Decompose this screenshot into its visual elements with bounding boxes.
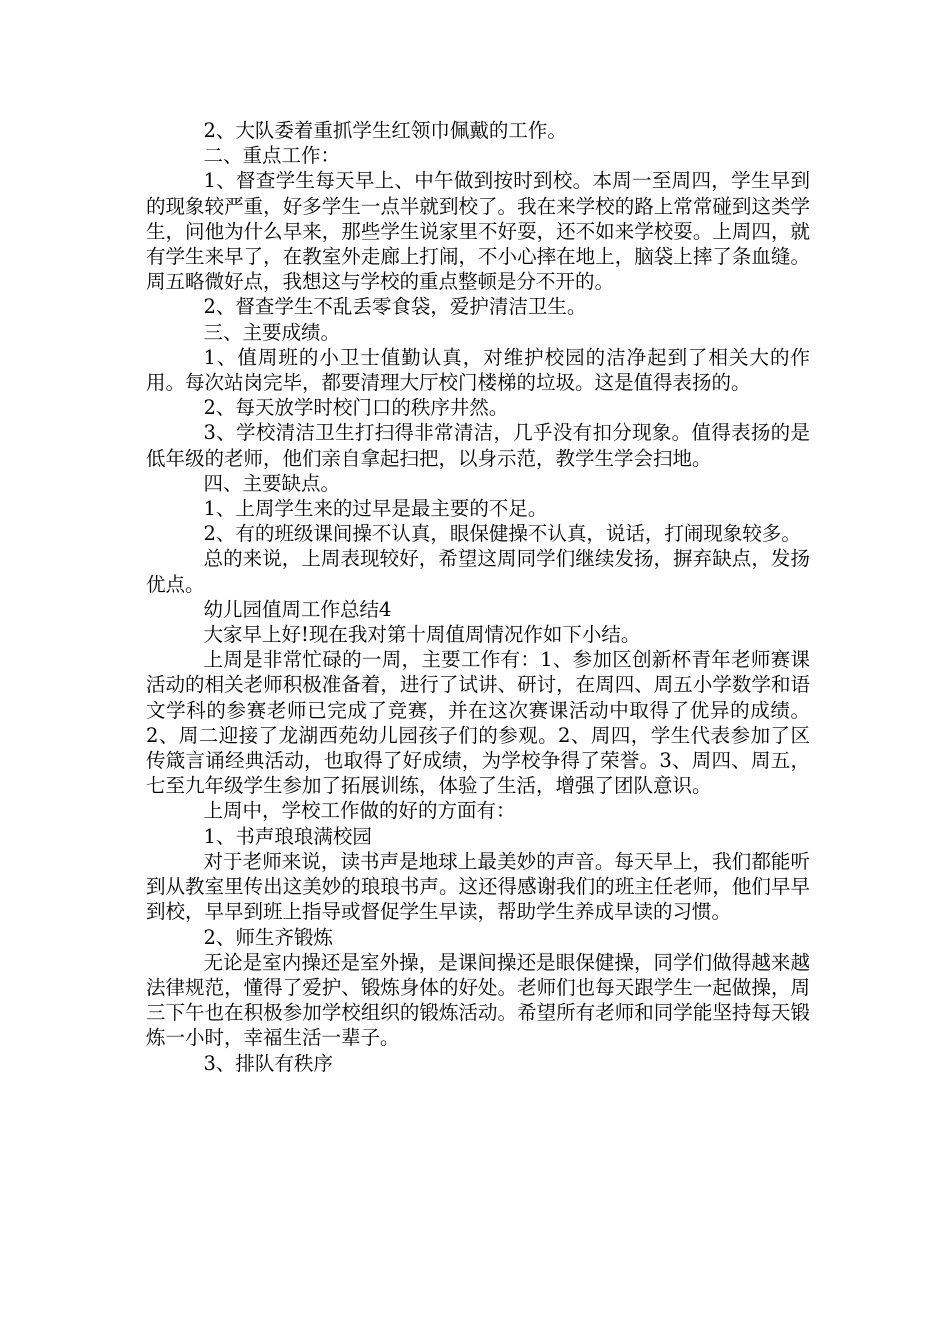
paragraph: 上周中，学校工作做的好的方面有： (203, 799, 516, 823)
document-title: 幼儿园值周工作总结4 (203, 597, 392, 621)
paragraph: 对于老师来说，读书声是地球上最美妙的声音。每天早上，我们都能听到从教室里传出这美妙的琅琅书声。这还得感谢我们的班主任老师，他们早早到校，早早到班上指导或督促学生早读，帮助学生养成早读的习惯。 (146, 849, 810, 924)
section-heading: 四、主要缺点。 (203, 471, 341, 495)
paragraph: 2、有的班级课间操不认真，眼保健操不认真，说话，打闹现象较多。 (203, 522, 801, 546)
paragraph: 1、上周学生来的过早是最主要的不足。 (203, 497, 548, 521)
document-body (146, 118, 810, 1076)
subsection-heading: 1、书声琅琅满校园 (203, 824, 372, 848)
paragraph: 上周是非常忙碌的一周，主要工作有：1、参加区创新杯青年老师赛课活动的相关老师积极准备着，进行了试讲、研讨，在周四、周五小学数学和语文学科的参赛老师已完成了竞赛，并在这次赛课活动中取得了优异的成绩。2、周二迎接了龙湖西苑幼儿园孩子们的参观。2、周四，学生代表参加了区传箴言诵经典活动，也取得了好成绩，为学校争得了荣誉。3、周四、周五，七至九年级学生参加了拓展训练，体验了生活，增强了团队意识。 (146, 648, 810, 798)
section-heading: 三、主要成绩。 (203, 320, 341, 344)
paragraph: 无论是室内操还是室外操，是课间操还是眼保健操，同学们做得越来越法律规范，懂得了爱护、锻炼身体的好处。老师们也每天跟学生一起做操，周三下午也在积极参加学校组织的锻炼活动。希望所有老师和同学能坚持每天锻炼一小时，幸福生活一辈子。 (146, 950, 810, 1050)
paragraph: 2、督查学生不乱丢零食袋，爱护清洁卫生。 (203, 295, 587, 319)
section-heading: 二、重点工作： (203, 144, 341, 168)
paragraph: 1、督查学生每天早上、中午做到按时到校。本周一至周四，学生早到的现象较严重，好多学生一点半就到校了。我在来学校的路上常常碰到这类学生，问他为什么早来，那些学生说家里不好耍，还不如来学校耍。上周四，就有学生来早了，在教室外走廊上打闹，不小心摔在地上，脑袋上摔了条血缝。周五略微好点，我想这与学校的重点整顿是分不开的。 (146, 169, 810, 294)
paragraph: 3、学校清洁卫生打扫得非常清洁，几乎没有扣分现象。值得表扬的是低年级的老师，他们亲自拿起扫把，以身示范，教学生学会扫地。 (146, 421, 810, 470)
subsection-heading: 3、排队有秩序 (203, 1051, 333, 1075)
paragraph: 1、值周班的小卫士值勤认真，对维护校园的洁净起到了相关大的作用。每次站岗完毕，都要清理大厅校门楼梯的垃圾。这是值得表扬的。 (146, 345, 810, 395)
paragraph: 2、每天放学时校门口的秩序井然。 (203, 396, 509, 420)
subsection-heading: 2、师生齐锻炼 (203, 925, 333, 949)
paragraph: 大家早上好!现在我对第十周值周情况作如下小结。 (203, 623, 641, 647)
paragraph: 总的来说，上周表现较好，希望这周同学们继续发扬，摒弃缺点，发扬优点。 (146, 547, 810, 596)
paragraph: 2、大队委着重抓学生红领巾佩戴的工作。 (203, 119, 567, 142)
